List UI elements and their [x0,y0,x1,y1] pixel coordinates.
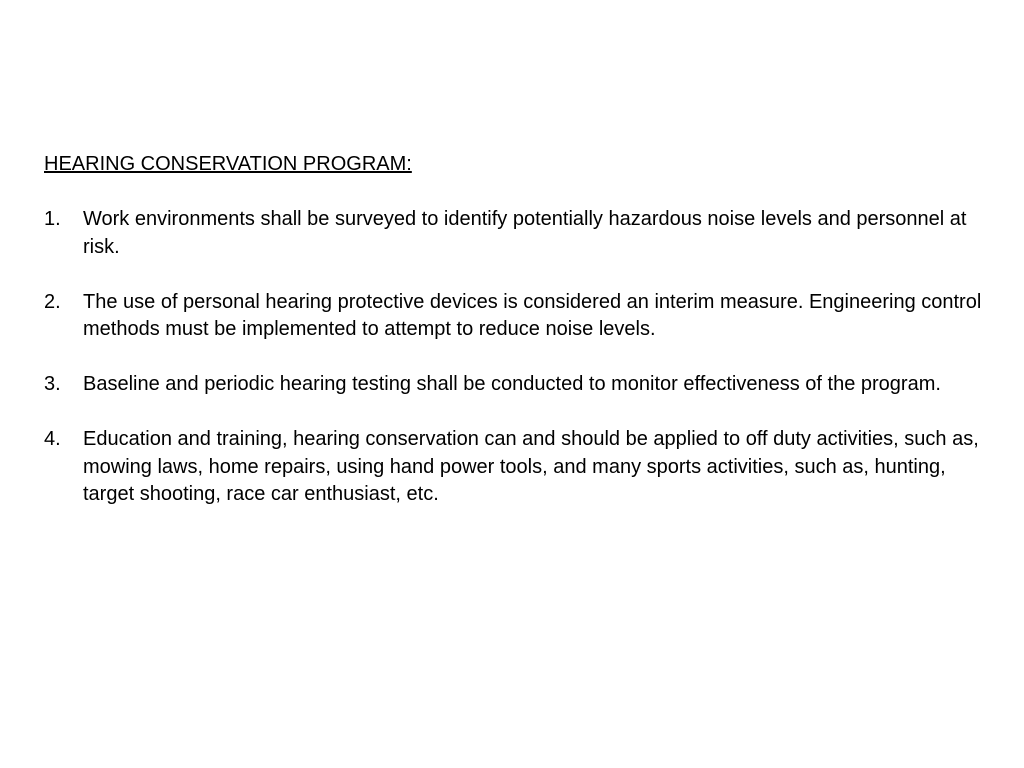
item-number: 1. [44,208,61,230]
item-text: Education and training, hearing conservation can and should be applied to off duty activities, such as, mowing laws, home repairs, using hand power tools, and many sports activities, such as, hunting, target shooting, race car enthusiast, etc. [83,428,979,505]
list-item [44,371,994,399]
slide-content [44,151,994,509]
item-text: The use of personal hearing protective devices is considered an interim measure. Engineering control methods must be implemented to attempt to reduce noise levels. [83,290,982,340]
item-text: Baseline and periodic hearing testing shall be conducted to monitor effectiveness of the program. [83,373,941,395]
numbered-list [44,206,994,509]
item-number: 4. [44,428,61,450]
item-number: 3. [44,373,61,395]
list-item [44,426,994,509]
item-text: Work environments shall be surveyed to identify potentially hazardous noise levels and personnel at risk. [83,208,967,258]
list-item [44,289,994,344]
program-heading: HEARING CONSERVATION PROGRAM: [44,153,412,175]
list-item [44,206,994,261]
item-number: 2. [44,290,61,313]
